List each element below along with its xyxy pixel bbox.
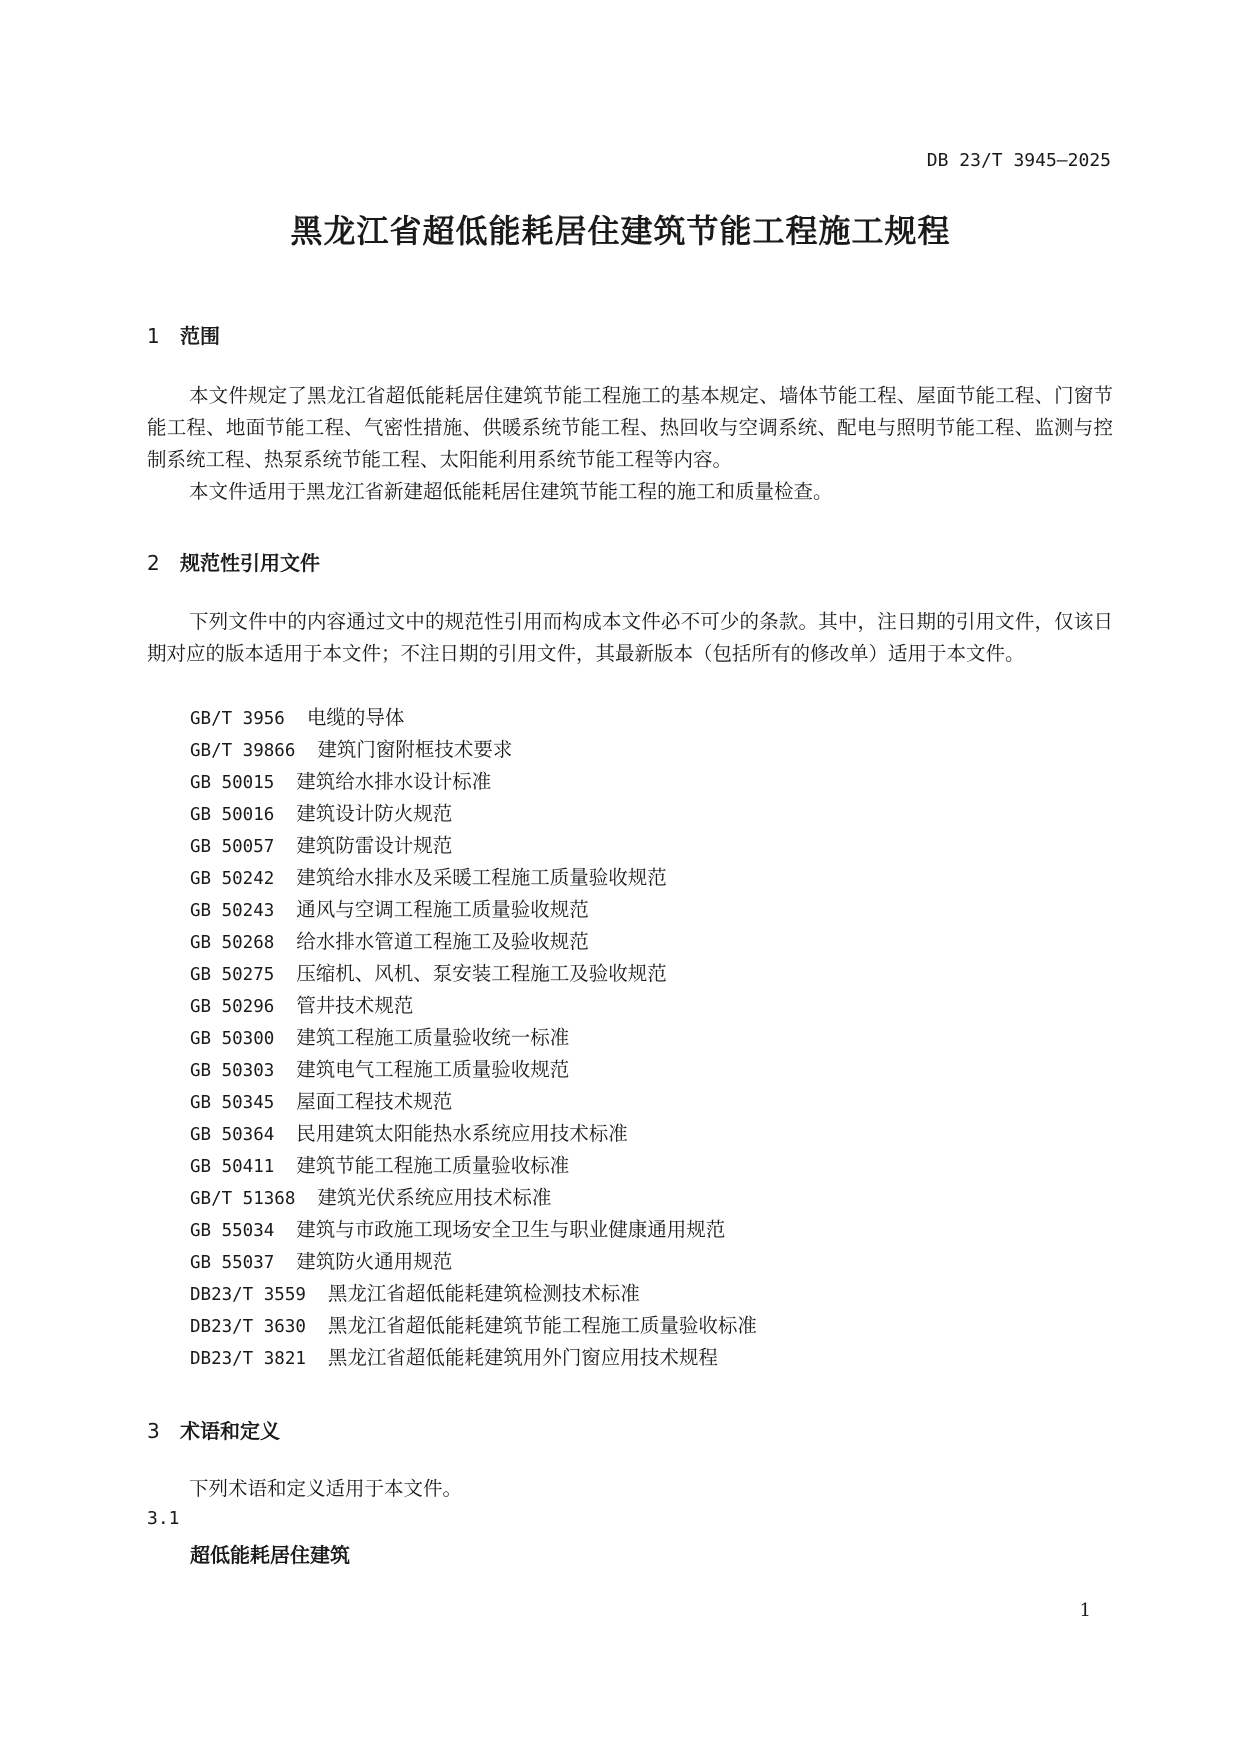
- reference-name: 建筑光伏系统应用技术标准: [317, 1186, 552, 1209]
- reference-name: 给水排水管道工程施工及验收规范: [296, 930, 589, 953]
- section-heading-normative-refs: [147, 547, 320, 576]
- reference-item: [190, 798, 452, 831]
- reference-name: 建筑设计防火规范: [296, 802, 453, 825]
- reference-name: 建筑与市政施工现场安全卫生与职业健康通用规范: [296, 1218, 726, 1241]
- reference-item: [190, 1182, 551, 1215]
- reference-code: GB 55034: [190, 1221, 275, 1241]
- reference-name: 压缩机、风机、泵安装工程施工及验收规范: [296, 962, 667, 985]
- reference-name: 建筑电气工程施工质量验收规范: [296, 1058, 570, 1081]
- reference-name: 通风与空调工程施工质量验收规范: [296, 898, 589, 921]
- reference-item: [190, 1150, 569, 1183]
- reference-name: 黑龙江省超低能耗建筑节能工程施工质量验收标准: [327, 1314, 757, 1337]
- reference-item: [190, 894, 589, 927]
- reference-code: GB/T 51368: [190, 1189, 296, 1209]
- reference-code: GB 50268: [190, 933, 275, 953]
- section-title: 术语和定义: [180, 1419, 280, 1443]
- reference-item: [190, 990, 413, 1023]
- reference-code: GB/T 3956: [190, 709, 285, 729]
- reference-item: [190, 766, 491, 799]
- reference-name: 管井技术规范: [296, 994, 414, 1017]
- page-number: 1: [1079, 1600, 1091, 1621]
- reference-code: GB 50243: [190, 901, 275, 921]
- reference-item: [190, 734, 512, 767]
- reference-name: 建筑给水排水设计标准: [296, 770, 492, 793]
- section-number: 2: [147, 551, 160, 575]
- normative-refs-intro: 下列文件中的内容通过文中的规范性引用而构成本文件必不可少的条款。其中，注日期的引用文件，仅该日期对应的版本适用于本文件；不注日期的引用文件，其最新版本（包括所有的修改单）适用于本文件。: [147, 610, 1113, 665]
- reference-item: [190, 702, 404, 735]
- term-title: 超低能耗居住建筑: [190, 1543, 350, 1567]
- reference-code: GB 50303: [190, 1061, 275, 1081]
- reference-code: GB 50296: [190, 997, 275, 1017]
- reference-item: [190, 926, 589, 959]
- reference-code: DB23/T 3559: [190, 1285, 306, 1305]
- reference-code: GB/T 39866: [190, 741, 296, 761]
- reference-code: GB 50016: [190, 805, 275, 825]
- reference-item: [190, 1342, 718, 1375]
- reference-code: GB 55037: [190, 1253, 275, 1273]
- reference-item: [190, 958, 667, 991]
- reference-code: GB 50300: [190, 1029, 275, 1049]
- reference-code: GB 50057: [190, 837, 275, 857]
- reference-name: 民用建筑太阳能热水系统应用技术标准: [296, 1122, 628, 1145]
- reference-code: GB 50015: [190, 773, 275, 793]
- reference-name: 黑龙江省超低能耗建筑检测技术标准: [327, 1282, 640, 1305]
- reference-item: [190, 1246, 452, 1279]
- section-heading-scope: [147, 320, 220, 349]
- reference-name: 建筑防雷设计规范: [296, 834, 453, 857]
- reference-code: GB 50275: [190, 965, 275, 985]
- clause-number: 3.1: [147, 1508, 180, 1529]
- section-heading-terms: [147, 1415, 280, 1444]
- document-number: DB 23/T 3945—2025: [926, 150, 1111, 171]
- reference-code: GB 50364: [190, 1125, 275, 1145]
- reference-code: GB 50411: [190, 1157, 275, 1177]
- reference-code: DB23/T 3630: [190, 1317, 306, 1337]
- reference-item: [190, 1054, 569, 1087]
- reference-item: [190, 1118, 628, 1151]
- reference-item: [190, 1022, 569, 1055]
- reference-item: [190, 862, 667, 895]
- reference-code: GB 50242: [190, 869, 275, 889]
- scope-paragraph-2: 本文件适用于黑龙江省新建超低能耗居住建筑节能工程的施工和质量检查。: [189, 480, 833, 503]
- terms-intro: 下列术语和定义适用于本文件。: [189, 1477, 463, 1500]
- reference-item: [190, 1214, 725, 1247]
- section-title: 规范性引用文件: [180, 551, 320, 575]
- scope-paragraph-1: 本文件规定了黑龙江省超低能耗居住建筑节能工程施工的基本规定、墙体节能工程、屋面节能工程、门窗节能工程、地面节能工程、气密性措施、供暖系统节能工程、热回收与空调系统、配电与照明节能工程、监测与控制系统工程、热泵系统节能工程、太阳能利用系统节能工程等内容。: [147, 384, 1113, 471]
- reference-code: GB 50345: [190, 1093, 275, 1113]
- reference-item: [190, 1278, 640, 1311]
- reference-name: 建筑门窗附框技术要求: [317, 738, 513, 761]
- reference-item: [190, 830, 452, 863]
- reference-item: [190, 1086, 452, 1119]
- section-number: 3: [147, 1419, 160, 1443]
- reference-name: 屋面工程技术规范: [296, 1090, 453, 1113]
- reference-name: 建筑给水排水及采暖工程施工质量验收规范: [296, 866, 667, 889]
- section-number: 1: [147, 324, 160, 348]
- reference-code: DB23/T 3821: [190, 1349, 306, 1369]
- reference-name: 电缆的导体: [306, 706, 405, 729]
- reference-name: 建筑工程施工质量验收统一标准: [296, 1026, 570, 1049]
- reference-name: 建筑防火通用规范: [296, 1250, 453, 1273]
- reference-name: 黑龙江省超低能耗建筑用外门窗应用技术规程: [327, 1346, 718, 1369]
- reference-item: [190, 1310, 757, 1343]
- section-title: 范围: [180, 324, 220, 348]
- reference-name: 建筑节能工程施工质量验收标准: [296, 1154, 570, 1177]
- document-title: 黑龙江省超低能耗居住建筑节能工程施工规程: [290, 212, 951, 250]
